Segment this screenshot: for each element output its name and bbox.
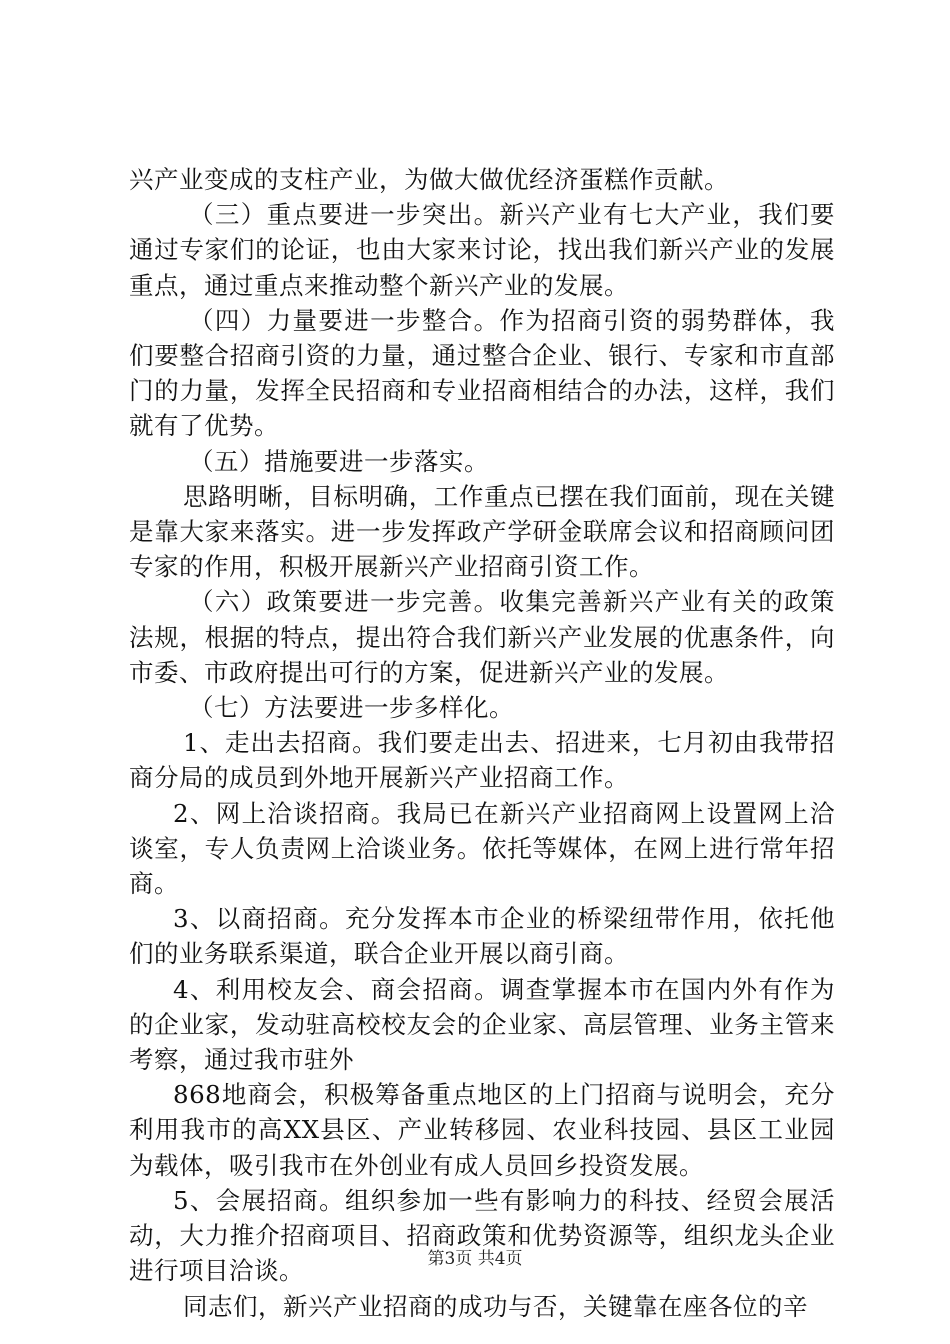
- paragraph-11: 4、利用校友会、商会招商。调查掌握本市在国内外有作为的企业家，发动驻高校校友会的企业家、高层管理、业务主管来考察，通过我市驻外: [129, 974, 835, 1075]
- paragraph-2: （三）重点要进一步突出。新兴产业有七大产业，我们要通过专家们的论证，也由大家来讨论，找出我们新兴产业的发展重点，通过重点来推动整个新兴产业的发展。: [129, 200, 835, 300]
- paragraph-12: 868地商会，积极筹备重点地区的上门招商与说明会，充分利用我市的高XX县区、产业转移园、农业科技园、县区工业园为载体，吸引我市在外创业有成人员回乡投资发展。: [129, 1080, 835, 1180]
- paragraph-13: 5、会展招商。组织参加一些有影响力的科技、经贸会展活动，大力推介招商项目、招商政策和优势资源等，组织龙头企业进行项目洽谈。: [129, 1185, 835, 1286]
- paragraph-3: （四）力量要进一步整合。作为招商引资的弱势群体，我们要整合招商引资的力量，通过整合企业、银行、专家和市直部门的力量，发挥全民招商和专业招商相结合的办法，这样，我们就有了优势。: [129, 305, 835, 441]
- paragraph-5: 思路明晰，目标明确，工作重点已摆在我们面前，现在关键是靠大家来落实。进一步发挥政产学研金联席会议和招商顾问团专家的作用，积极开展新兴产业招商引资工作。: [129, 481, 835, 582]
- paragraph-14: 同志们，新兴产业招商的成功与否，关键靠在座各位的辛: [183, 1291, 808, 1321]
- paragraph-8: 1、走出去招商。我们要走出去、招进来，七月初由我带招商分局的成员到外地开展新兴产业招商工作。: [129, 728, 835, 793]
- paragraph-10: 3、以商招商。充分发挥本市企业的桥梁纽带作用，依托他们的业务联系渠道，联合企业开展以商引商。: [129, 904, 835, 969]
- paragraph-7: （七）方法要进一步多样化。: [189, 693, 514, 723]
- document-body: [129, 162, 835, 1324]
- paragraph-4: （五）措施要进一步落实。: [189, 446, 489, 476]
- page-footer: 第3页 共4页: [427, 1249, 523, 1269]
- paragraph-9: 2、网上洽谈招商。我局已在新兴产业招商网上设置网上洽谈室，专人负责网上洽谈业务。依托等媒体，在网上进行常年招商。: [129, 798, 835, 899]
- paragraph-6: （六）政策要进一步完善。收集完善新兴产业有关的政策法规，根据的特点，提出符合我们新兴产业发展的优惠条件，向市委、市政府提出可行的方案，促进新兴产业的发展。: [129, 587, 835, 687]
- paragraph-1: 兴产业变成的支柱产业，为做大做优经济蛋糕作贡献。: [129, 165, 729, 194]
